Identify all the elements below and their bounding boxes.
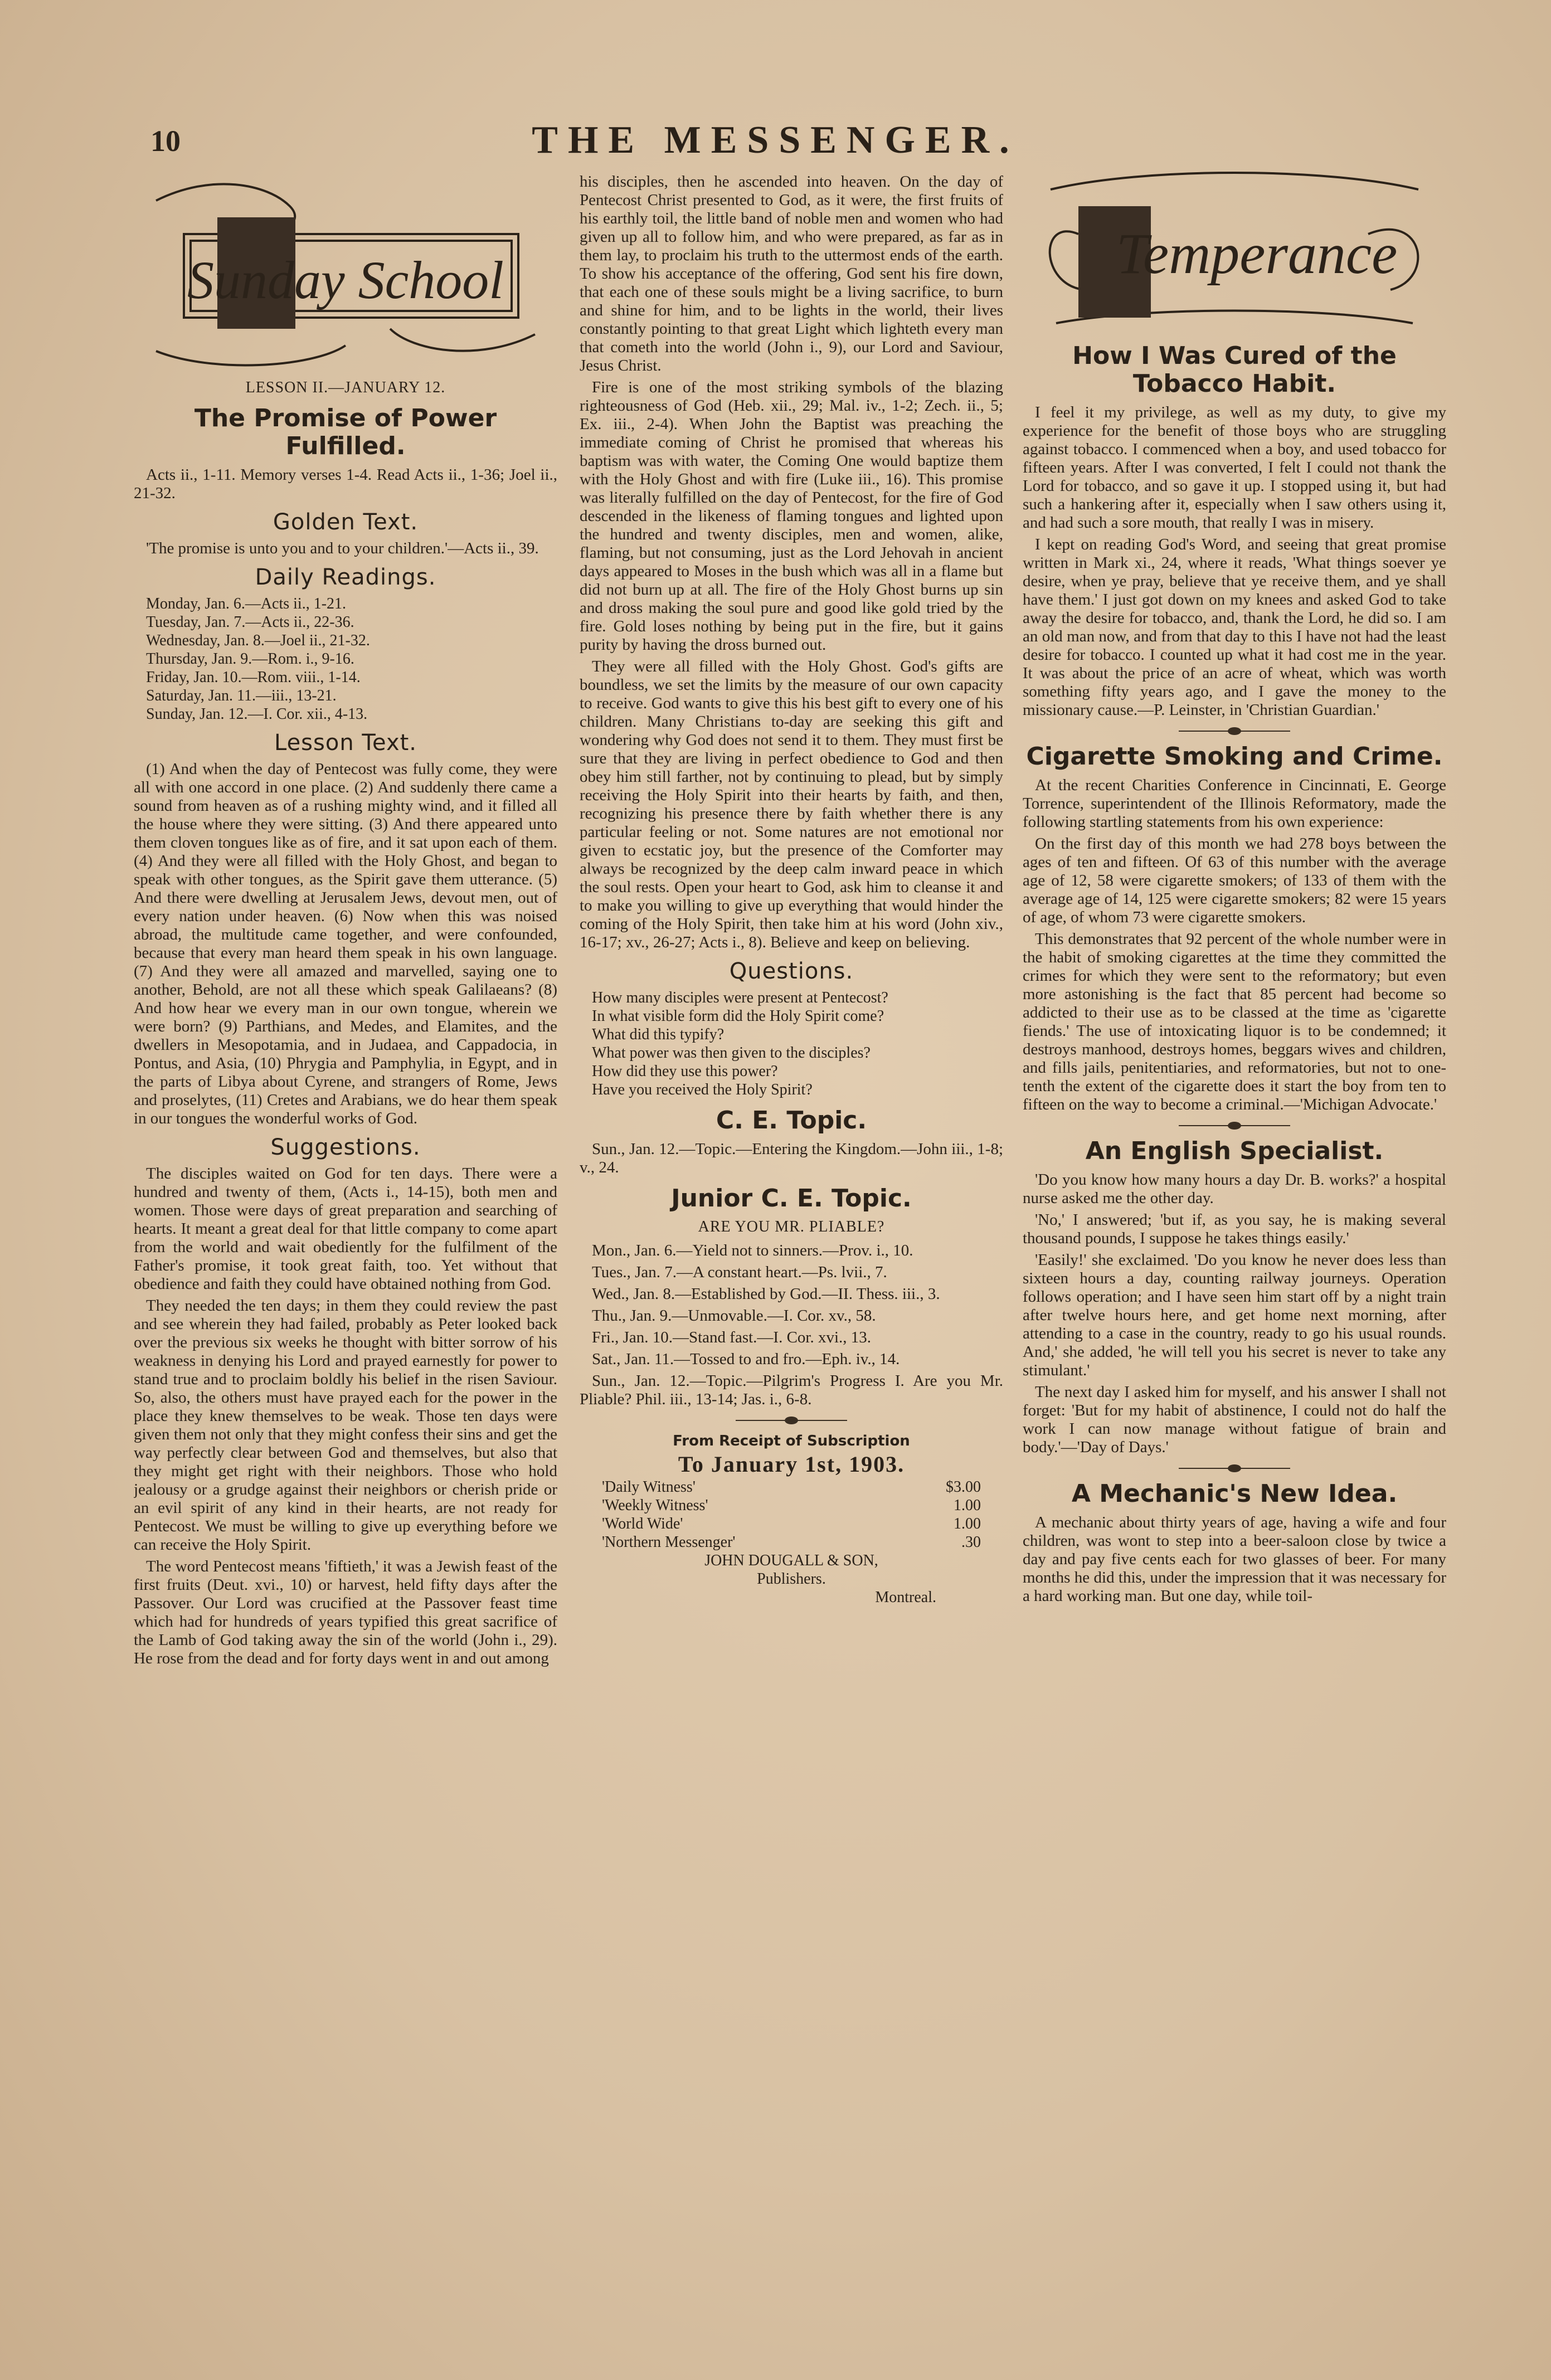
section-divider bbox=[1179, 727, 1290, 735]
body-paragraph: his disciples, then he ascended into heaven. On the day of Pentecost Christ presented to God, as it were, the first fruits of his earthly toil, the little band of noble men and women who had given up all to follow him, and who were prepared, as far as in them lay, to proclaim his truth to the uttermost ends of the earth. To show his acceptance of the offering, God sent his fire down, that each one of these souls might be a living sacrifice, to burn and shine for him, and to be lights in the world, their lives constantly pointing to that great Light which lighteth every man that cometh into the world (John i., 9), our Lord and Saviour, Jesus Christ. bbox=[580, 173, 1003, 374]
subscription-heading: From Receipt of Subscription bbox=[673, 1433, 910, 1449]
question: What did this typify? bbox=[592, 1026, 725, 1043]
article-title-specialist: An English Specialist. bbox=[1085, 1137, 1384, 1165]
body-paragraph: Fire is one of the most striking symbols of the blazing righteousness of God (Heb. xii., 29; Mal. iv., 1-2; Zech. ii., 5; Ex. iii., 2-4). When John the Baptist was preaching the immediate coming of Christ he promised that whereas his baptism was with water, the Coming One would baptize them with the Holy Ghost and with fire (Luke iii., 16). This promise was literally fulfilled on the day of Pentecost, for the fire of God descended in the likeness of flaming tongues and lighted upon the hundred and twenty disciples, men and women, alike, flaming, but not consuming, just as the Lord Jehovah in ancient days appeared to Moses in the bush which was all in a flame but did not burn up at all. The fire of the Holy Ghost burns up sin and dross making the soul pure and good like gold tried by the fire. Gold loses nothing by being put in the fire, but it gains purity by having the dross burned out. bbox=[580, 378, 1003, 654]
publishers-label: Publishers. bbox=[757, 1570, 826, 1588]
subscription-price: $3.00 bbox=[946, 1478, 981, 1496]
article-title-tobacco: How I Was Cured of the Tobacco Habit. bbox=[1072, 342, 1397, 398]
junior-item: Thu., Jan. 9.—Unmovable.—I. Cor. xv., 58. bbox=[592, 1307, 876, 1325]
suggestion-paragraph: The word Pentecost means 'fiftieth,' it was a Jewish feast of the first fruits (Deut. xvi., 10) or harvest, held fifty days after the Passover. Our Lord was crucified at the Passover feast time which had for hundreds of years typified this great sacrifice of the Lamb of God taking away the sin of the world (John i., 29). He rose from the dead and for forty days went in and out among bbox=[134, 1558, 557, 1667]
article-paragraph: At the recent Charities Conference in Cincinnati, E. George Torrence, superintendent of the Illinois Reformatory, made the following startling statements from his own experience: bbox=[1023, 776, 1446, 831]
article-paragraph: 'Easily!' she exclaimed. 'Do you know he never does less than sixteen hours a day, counting railway journeys. Operation follows operation; and I have seen him start off by a night train after twelve hours here, and get home next morning, after attending to a case in the country, ready to go his usual rounds. And,' she added, 'he will tell you his secret is never to take any stimulant.' bbox=[1023, 1251, 1446, 1379]
column-middle bbox=[580, 173, 1003, 2380]
junior-item: Mon., Jan. 6.—Yield not to sinners.—Prov. i., 10. bbox=[592, 1242, 913, 1259]
article-title-mechanic: A Mechanic's New Idea. bbox=[1071, 1479, 1398, 1508]
question: How did they use this power? bbox=[592, 1063, 778, 1080]
masthead-title: THE MESSENGER. bbox=[532, 119, 1019, 162]
subscription-name: 'Daily Witness' bbox=[602, 1478, 696, 1496]
article-paragraph: 'Do you know how many hours a day Dr. B. works?' a hospital nurse asked me the other day. bbox=[1023, 1171, 1446, 1207]
lesson-title: The Promise of Power Fulfilled. bbox=[194, 404, 497, 460]
daily-reading: Monday, Jan. 6.—Acts ii., 1-21. bbox=[146, 595, 347, 612]
body-paragraph: They were all filled with the Holy Ghost. God's gifts are boundless, we set the limits by the measure of our own capacity to receive. God wants to give this his best gift to every one of his children. Many Christians to-day are seeking this gift and wondering why God does not send it to them. They must first be sure that they are living in perfect obedience to God and then obey him still farther, not by continuing to plead, but by simply receiving the Holy Spirit into their hearts by faith, and then, recognizing his presence there by faith whether there is any particular feeling or not. Some natures are not emotional nor given to ecstatic joy, but the presence of the Comforter may always be recognized by the deep calm inward peace in which the soul rests. Open your heart to God, ask him to cleanse it and to make you willing to give up everything that would hinder the coming of the Holy Spirit, then take him at his word (John xiv., 16-17; xv., 26-27; Acts i., 8). Believe and keep on believing. bbox=[580, 658, 1003, 951]
subscription-name: 'Northern Messenger' bbox=[602, 1534, 736, 1551]
daily-readings-heading: Daily Readings. bbox=[255, 564, 436, 590]
lesson-number: LESSON II.—JANUARY 12. bbox=[245, 379, 446, 396]
subscription-price: 1.00 bbox=[954, 1497, 981, 1514]
suggestion-paragraph: They needed the ten days; in them they could review the past and see wherein they had failed, probably as Peter looked back over the previous six weeks he thought with bitter sorrow of his weakness in denying his Lord and prayed earnestly for power to stand true and to proclaim boldly his belief in the risen Saviour. So, also, the others must have prayed each for the power in the place they knew themselves to be weak. Those ten days were given them not only that they might confess their sins and get the way perfectly clear between God and themselves, but also that they might get right with their neighbors. Those who hold jealousy or a grudge against their neighbors or cherish pride or an evil spirit of any kind in their hearts, are not ready for Pentecost. We must be willing to give up everything before we can receive the Holy Spirit. bbox=[134, 1297, 557, 1554]
article-paragraph: I feel it my privilege, as well as my duty, to give my experience for the benefit of those boys who are struggling against tobacco. I commenced when a boy, and used tobacco for fifteen years. After I was converted, I felt I could not thank the Lord for tobacco, and so gave it up. I stopped using it, but had such a hankering after it, especially when I saw others using it, and had such a sore mouth, that really I was in misery. bbox=[1023, 403, 1446, 532]
section-divider bbox=[736, 1417, 847, 1424]
daily-reading: Tuesday, Jan. 7.—Acts ii., 22-36. bbox=[146, 614, 354, 631]
suggestions-heading: Suggestions. bbox=[270, 1135, 421, 1160]
lesson-refs: Acts ii., 1-11. Memory verses 1-4. Read Acts ii., 1-36; Joel ii., 21-32. bbox=[134, 466, 557, 502]
temperance-banner bbox=[1034, 167, 1435, 334]
questions-heading: Questions. bbox=[729, 958, 854, 984]
article-paragraph: 'No,' I answered; 'but if, as you say, he is making several thousand pounds, I suppose he takes things easily.' bbox=[1023, 1211, 1446, 1247]
article-paragraph: A mechanic about thirty years of age, having a wife and four children, was wont to step into a beer-saloon close by twice a day and pay five cents each for two glasses of beer. For many months he did this, under the impression that it was necessary for a hard working man. But one day, while toil- bbox=[1023, 1513, 1446, 1605]
junior-item: Sun., Jan. 12.—Topic.—Pilgrim's Progress I. Are you Mr. Pliable? Phil. iii., 13-14; Jas. i., 6-8. bbox=[580, 1372, 1003, 1408]
daily-reading: Sunday, Jan. 12.—I. Cor. xii., 4-13. bbox=[146, 705, 368, 723]
golden-text-heading: Golden Text. bbox=[273, 509, 419, 535]
golden-text: 'The promise is unto you and to your children.'—Acts ii., 39. bbox=[146, 539, 539, 557]
lesson-text-heading: Lesson Text. bbox=[274, 730, 417, 756]
question: How many disciples were present at Pentecost? bbox=[592, 989, 888, 1006]
subscription-row bbox=[580, 1533, 1003, 1551]
subscription-date: To January 1st, 1903. bbox=[678, 1452, 905, 1477]
publisher-city: Montreal. bbox=[875, 1589, 936, 1606]
ce-topic-text: Sun., Jan. 12.—Topic.—Entering the Kingdom.—John iii., 1-8; v., 24. bbox=[580, 1140, 1003, 1176]
subscription-row bbox=[580, 1496, 1003, 1515]
publisher-name: JOHN DOUGALL & SON, bbox=[704, 1552, 878, 1569]
article-paragraph: This demonstrates that 92 percent of the whole number were in the habit of smoking cigarettes at the time they committed the crimes for which they were sent to the reformatory; but even more astonishing is the fact that 85 percent had become so addicted to their use as to be classed at the time as 'cigarette fiends.' The use of intoxicating liquor is to be condemned; it destroys manhood, destroys homes, beggars wives and children, and fills jails, penitentiaries, and reformatories, but not to one-tenth the extent of the cigarette does it start the boy from ten to fifteen on the way to become a criminal.—'Michigan Advocate.' bbox=[1023, 930, 1446, 1113]
daily-reading: Thursday, Jan. 9.—Rom. i., 9-16. bbox=[146, 650, 354, 668]
subscription-list bbox=[580, 1478, 1003, 1551]
section-divider bbox=[1179, 1464, 1290, 1472]
page-number: 10 bbox=[150, 124, 181, 158]
junior-ce-subheading: ARE YOU MR. PLIABLE? bbox=[698, 1218, 885, 1235]
subscription-name: 'World Wide' bbox=[602, 1515, 683, 1532]
lesson-text: (1) And when the day of Pentecost was fully come, they were all with one accord in one place. (2) And suddenly there came a sound from heaven as of a rushing mighty wind, and it filled all the house where they were sitting. (3) And there appeared unto them cloven tongues like as of fire, and it sat upon each of them. (4) And they were all filled with the Holy Ghost, and began to speak with other tongues, as the Spirit gave them utterance. (5) And there were dwelling at Jerusalem Jews, devout men, out of every nation under heaven. (6) Now when this was noised abroad, the multitude came together, and were confounded, because that every man heard them speak in his own language. (7) And they were all amazed and marvelled, saying one to another, Behold, are not all these which speak Galilaeans? (8) And how hear we every man in our own tongue, wherein we were born? (9) Parthians, and Medes, and Elamites, and the dwellers in Mesopotamia, and in Judaea, and Cappadocia, in Pontus, and Asia, (10) Phrygia and Pamphylia, in Egypt, and in the parts of Libya about Cyrene, and strangers of Rome, Jews and proselytes, (11) Cretes and Arabians, we do hear them speak in our tongues the wonderful works of God. bbox=[134, 760, 557, 1127]
subscription-name: 'Weekly Witness' bbox=[602, 1497, 708, 1514]
junior-item: Wed., Jan. 8.—Established by God.—II. Thess. iii., 3. bbox=[592, 1285, 940, 1303]
subscription-row bbox=[580, 1478, 1003, 1496]
junior-ce-heading: Junior C. E. Topic. bbox=[671, 1184, 912, 1213]
ce-topic-heading: C. E. Topic. bbox=[716, 1106, 867, 1135]
junior-item: Fri., Jan. 10.—Stand fast.—I. Cor. xvi., 13. bbox=[592, 1328, 872, 1346]
section-divider bbox=[1179, 1122, 1290, 1130]
daily-reading: Wednesday, Jan. 8.—Joel ii., 21-32. bbox=[146, 632, 370, 649]
temperance-banner-text: Temperance bbox=[1116, 222, 1398, 286]
article-paragraph: On the first day of this month we had 278 boys between the ages of ten and fifteen. Of 63 of this number with the average age of 12, 58 were cigarette smokers; of 133 of them with the average age of 14, 125 were cigarette smokers; 82 were 15 years of age, of whom 73 were cigarette smokers. bbox=[1023, 835, 1446, 926]
temperance-banner-art bbox=[1034, 167, 1435, 334]
question: What power was then given to the disciples? bbox=[592, 1044, 871, 1062]
question: In what visible form did the Holy Spirit come? bbox=[592, 1008, 884, 1025]
daily-reading: Friday, Jan. 10.—Rom. viii., 1-14. bbox=[146, 669, 361, 686]
subscription-price: .30 bbox=[961, 1534, 981, 1551]
junior-item: Tues., Jan. 7.—A constant heart.—Ps. lvii., 7. bbox=[592, 1263, 887, 1281]
subscription-row bbox=[580, 1515, 1003, 1533]
article-paragraph: I kept on reading God's Word, and seeing that great promise written in Mark xi., 24, where it reads, 'What things soever ye desire, when ye pray, believe that ye receive them, and ye shall have them.' I just got down on my knees and asked God to take away the desire for tobacco, and, thank the Lord, he did so. I am an old man now, and from that day to this I have not had the least desire for tobacco. I counted up what it had cost me in the year. It was about the price of an acre of wheat, which was worth something fifty years ago, and I gave the money to the missionary cause.—P. Leinster, in 'Christian Guardian.' bbox=[1023, 536, 1446, 719]
column-temperance bbox=[1023, 167, 1446, 2380]
sunday-school-banner bbox=[145, 167, 546, 373]
article-title-cigarette: Cigarette Smoking and Crime. bbox=[1026, 742, 1443, 771]
column-sunday-school bbox=[134, 167, 557, 2380]
junior-item: Sat., Jan. 11.—Tossed to and fro.—Eph. iv., 14. bbox=[592, 1350, 900, 1368]
sunday-school-banner-text: Sunday School bbox=[187, 250, 504, 310]
daily-reading: Saturday, Jan. 11.—iii., 13-21. bbox=[146, 687, 337, 704]
suggestion-paragraph: The disciples waited on God for ten days. There were a hundred and twenty of them, (Acts i., 14-15), both men and women. Those were days of great preparation and searching of hearts. It meant a great deal for that little company to come apart from the world and wait obediently for the fulfilment of the Father's promise, it took great faith, too. Yet without that obedience and faith they could have obtained nothing from God. bbox=[134, 1165, 557, 1293]
article-paragraph: The next day I asked him for myself, and his answer I shall not forget: 'But for my habit of abstinence, I could not do half the work I can now manage without fatigue of brain and body.'—'Day of Days.' bbox=[1023, 1383, 1446, 1456]
sunday-school-banner-art bbox=[145, 167, 546, 373]
subscription-price: 1.00 bbox=[954, 1515, 981, 1532]
question: Have you received the Holy Spirit? bbox=[592, 1081, 813, 1098]
